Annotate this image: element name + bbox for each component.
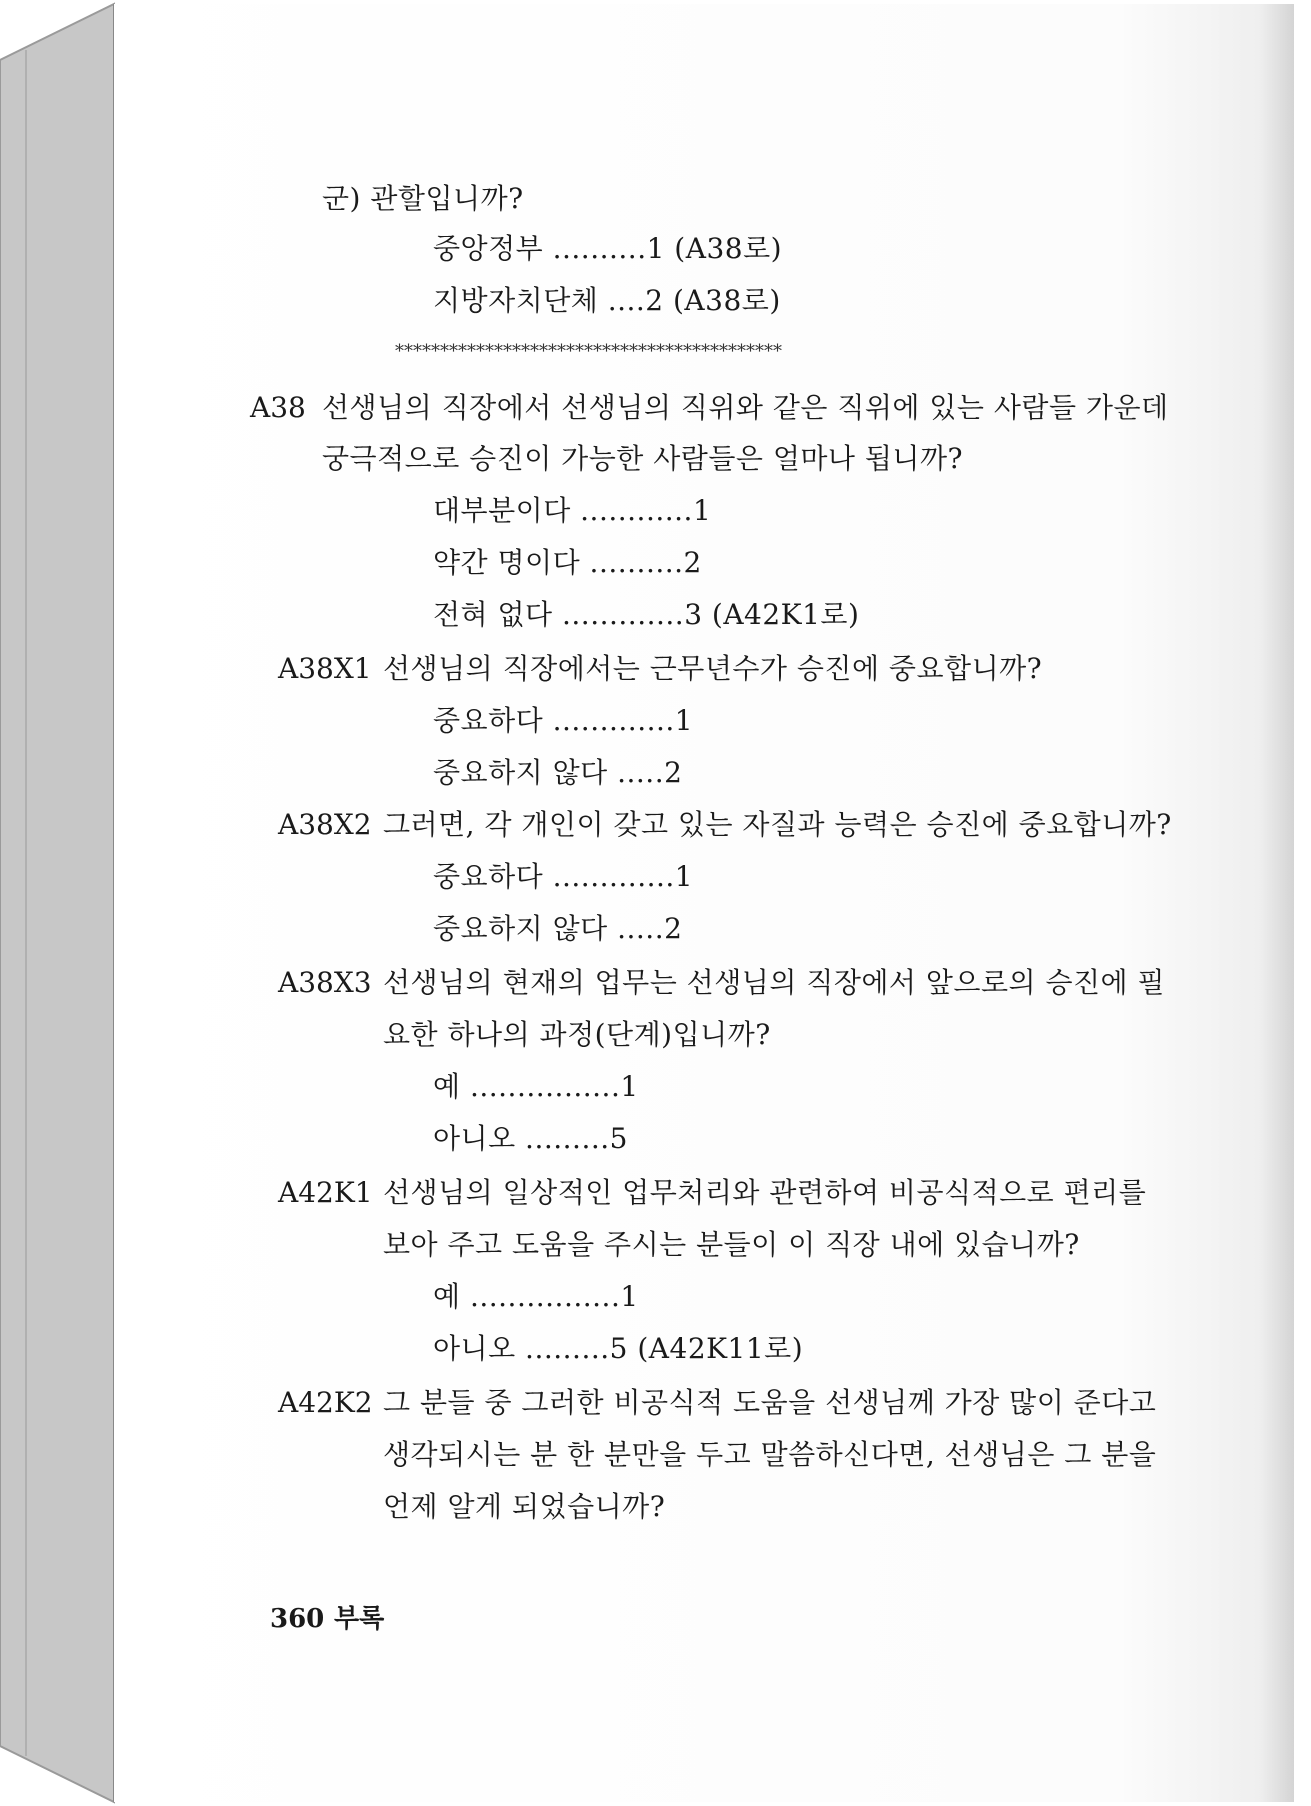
- question-text: 보아 주고 도움을 주시는 분들이 이 직장 내에 있습니까?: [383, 1228, 1080, 1261]
- option-item: 중요하지 않다 .....2: [433, 912, 683, 945]
- page-edge-shadow: [1260, 4, 1294, 1802]
- question-text: 언제 알게 되었습니까?: [383, 1490, 666, 1523]
- question-text: 선생님의 현재의 업무는 선생님의 직장에서 앞으로의 승진에 필: [383, 966, 1166, 999]
- option-item: 전혀 없다 .............3 (A42K1로): [433, 598, 860, 631]
- option-item: 중앙정부 ..........1 (A38로): [433, 232, 783, 265]
- option-item: 대부분이다 ............1: [433, 494, 712, 527]
- option-item: 중요하지 않다 .....2: [433, 756, 683, 789]
- question-text: 생각되시는 분 한 분만을 두고 말씀하신다면, 선생님은 그 분을: [383, 1438, 1157, 1471]
- question-text: 그 분들 중 그러한 비공식적 도움을 선생님께 가장 많이 준다고: [383, 1386, 1157, 1419]
- question-code: A42K1: [278, 1176, 373, 1209]
- question-code: A38X2: [278, 808, 372, 841]
- question-text: 요한 하나의 과정(단계)입니까?: [383, 1018, 771, 1051]
- option-item: 아니오 .........5 (A42K11로): [433, 1332, 804, 1365]
- option-item: 예 ................1: [433, 1070, 639, 1103]
- option-item: 약간 명이다 ..........2: [433, 546, 702, 579]
- running-footer: 부록: [334, 1604, 385, 1634]
- question-text: 선생님의 일상적인 업무처리와 관련하여 비공식적으로 편리를: [383, 1176, 1147, 1209]
- page-number: 360: [270, 1604, 325, 1634]
- continuation-line: 군) 관할입니까?: [322, 182, 524, 215]
- question-text: 그러면, 각 개인이 갖고 있는 자질과 능력은 승진에 중요합니까?: [383, 808, 1172, 841]
- question-text: 선생님의 직장에서 선생님의 직위와 같은 직위에 있는 사람들 가운데: [322, 391, 1169, 424]
- question-code: A38X3: [278, 966, 372, 999]
- page: [114, 4, 1294, 1802]
- option-item: 아니오 .........5: [433, 1122, 628, 1155]
- section-divider: *******************************************: [395, 341, 782, 362]
- question-code: A38: [250, 391, 306, 424]
- option-item: 예 ................1: [433, 1280, 639, 1313]
- option-item: 중요하다 .............1: [433, 704, 694, 737]
- option-item: 중요하다 .............1: [433, 860, 694, 893]
- question-code: A38X1: [278, 652, 372, 685]
- question-code: A42K2: [278, 1386, 373, 1419]
- option-item: 지방자치단체 ....2 (A38로): [433, 284, 781, 317]
- question-text: 선생님의 직장에서는 근무년수가 승진에 중요합니까?: [383, 652, 1043, 685]
- question-text: 궁극적으로 승진이 가능한 사람들은 얼마나 됩니까?: [322, 442, 964, 475]
